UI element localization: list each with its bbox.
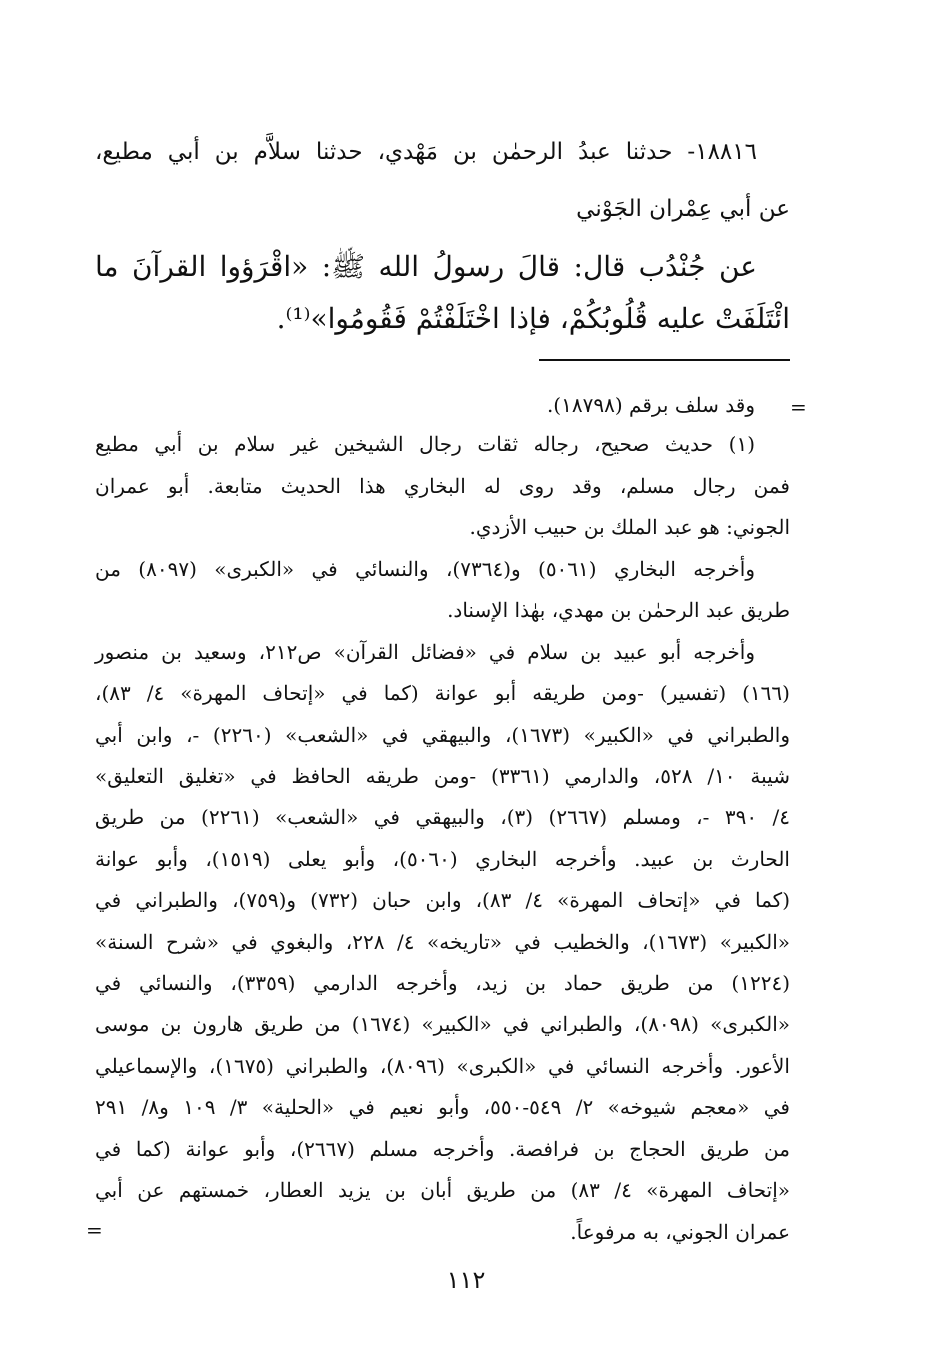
hadith-isnad-line-2: عن أبي عِمْران الجَوْني: [576, 196, 790, 222]
footnote-line: فمن رجال مسلم، وقد روى له البخاري هذا الحديث متابعة. أبو عمران: [95, 474, 790, 498]
footnote-line: طريق عبد الرحمٰن بن مهدي، بهٰذا الإسناد.: [447, 598, 790, 622]
footnote-line: (١٢٢٤) من طريق حماد بن زيد، وأخرجه الدارمي (٣٣٥٩)، والنسائي في: [95, 971, 790, 995]
footnote-line: الحارث بن عبيد. وأخرجه البخاري (٥٠٦٠)، وأبو يعلى (١٥١٩)، وأبو عوانة: [95, 847, 790, 871]
hadith-matn-line-2: ائْتَلَفَتْ عليه قُلُوبُكُمْ، فإذا اخْتَلَفْتُمْ فَقُومُوا»⁽¹⁾.: [276, 302, 790, 335]
footnote-line: عمران الجوني، به مرفوعاً.: [570, 1220, 790, 1244]
footnote-line: من طريق الحجاج بن فرافصة. وأخرجه مسلم (٢٦٦٧)، وأبو عوانة (كما في: [95, 1137, 790, 1161]
footnote-line: «الكبير» (١٦٧٣)، والخطيب في «تاريخه» ٤/ ٢٢٨، والبغوي في «شرح السنة»: [95, 930, 790, 954]
continuation-mark-top: =: [790, 395, 807, 419]
footnote-line: وأخرجه البخاري (٥٠٦١) و(٧٣٦٤)، والنسائي في «الكبرى» (٨٠٩٧) من: [95, 557, 755, 581]
footnote-line: شيبة ١٠/ ٥٢٨، والدارمي (٣٣٦١) -ومن طريقه الحافظ في «تغليق التعليق»: [95, 764, 790, 788]
footnote-line: (١) حديث صحيح، رجاله ثقات رجال الشيخين غير سلام بن أبي مطيع: [95, 432, 755, 456]
footnote-line: ٤/ ٣٩٠ -، ومسلم (٢٦٦٧) (٣)، والبيهقي في «الشعب» (٢٢٦١) من طريق: [95, 805, 791, 829]
footnote-separator: [539, 359, 790, 361]
footnote-line: والطبراني في «الكبير» (١٦٧٣)، والبيهقي في «الشعب» (٢٢٦٠) -، وابن أبي: [95, 723, 790, 747]
footnote-line: الجوني: هو عبد الملك بن حبيب الأزدي.: [469, 515, 790, 539]
footnote-line: في «معجم شيوخه» ٢/ ٥٤٩-٥٥٠، وأبو نعيم في «الحلية» ٣/ ١٠٩ و٨/ ٢٩١: [95, 1095, 790, 1119]
page-number: ١١٢: [446, 1266, 486, 1294]
hadith-matn-line-1: عن جُنْدُب قال: قالَ رسولُ الله ﷺ: «اقْرَؤوا القرآنَ ما: [95, 250, 757, 283]
hadith-isnad-line-1: ١٨٨١٦- حدثنا عبدُ الرحمٰن بن مَهْدي، حدثنا سلاَّم بن أبي مطيع،: [95, 139, 757, 165]
footnote-carryover-line: وقد سلف برقم (١٨٧٩٨).: [546, 393, 755, 417]
footnote-line: (كما في «إتحاف المهرة» ٤/ ٨٣)، وابن حبان (٧٣٢) و(٧٥٩)، والطبراني في: [95, 888, 791, 912]
footnote-line: وأخرجه أبو عبيد بن سلام في «فضائل القرآن» ص٢١٢، وسعيد بن منصور: [95, 640, 755, 664]
footnote-line: «إتحاف المهرة» ٤/ ٨٣) من طريق أبان بن يزيد العطار، خمستهم عن أبي: [95, 1178, 790, 1202]
footnote-line: (١٦٦) (تفسير) -ومن طريقه أبو عوانة (كما في «إتحاف المهرة» ٤/ ٨٣)،: [95, 681, 790, 705]
footnote-line: «الكبرى» (٨٠٩٨)، والطبراني في «الكبير» (١٦٧٤) من طريق هارون بن موسى: [95, 1012, 790, 1036]
footnote-line: الأعور. وأخرجه النسائي في «الكبرى» (٨٠٩٦)، والطبراني (١٦٧٥)، والإسماعيلي: [95, 1054, 790, 1078]
continuation-mark-bottom: =: [86, 1218, 103, 1242]
